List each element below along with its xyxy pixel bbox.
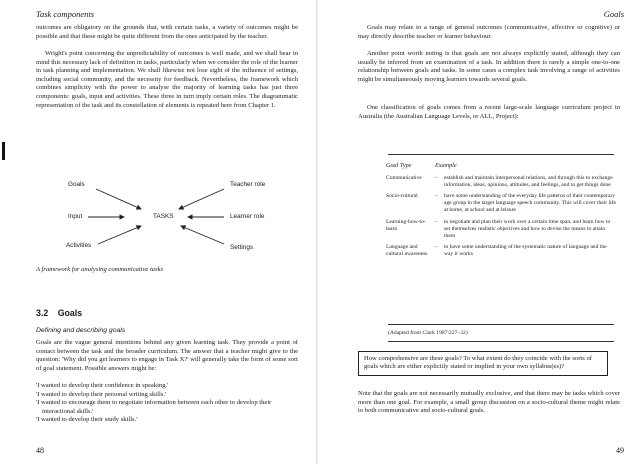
example-answer: 'I wanted to encourage them to negotiate information between each other to develop their interactional skills.' <box>36 399 272 415</box>
example-answers <box>36 382 298 425</box>
figure-caption: A framework for analysing communicative tasks <box>36 266 164 273</box>
page-number-right: 49 <box>616 446 624 455</box>
running-header-left: Task components <box>36 9 95 19</box>
subheading: Defining and describing goals <box>36 327 126 334</box>
goal-type-cell: Learning-how-to-learn <box>386 218 426 232</box>
arrow-activities-to-tasks <box>98 226 141 244</box>
paragraph-closing: Note that the goals are not necessarily mutually exclusive, and that there may be tasks which cover more than one goal. For example, a small group discussion on a socio-cultural theme might relate to both communicative and socio-cultural goals. <box>358 390 620 415</box>
goal-type-cell: Communicative <box>386 175 422 182</box>
right-page <box>318 0 638 464</box>
dash: – <box>435 218 438 225</box>
diagram-label-activities: Activities <box>66 242 92 249</box>
example-cell: to have some understanding of the systematic nature of language and the way it works <box>444 243 607 257</box>
diagram-label-settings: Settings <box>230 244 254 251</box>
example-cell: have some understanding of the everyday life patterns of their contemporary age group in the target language speech community. This will cover their life at home, at school and at leisure <box>444 193 617 214</box>
example-answer: 'I wanted to develop their study skills.' <box>36 416 138 424</box>
example-answer: 'I wanted to develop their confidence in speaking.' <box>36 382 169 389</box>
running-header-right: Goals <box>603 9 624 19</box>
arrow-goals-to-tasks <box>96 189 141 209</box>
goal-type-cell: Language and cultural awareness <box>386 243 428 257</box>
section-number: 3.2 <box>36 308 49 318</box>
paragraph-goals-definition: Goals are the vague general intentions behind any given learning task. They provide a point of contact between the task and the broader curriculum. The answer that a teacher might give to the question: 'Why did you get learners to engage in Task X?' will generally take the form of some sort of goal statement. Possible answers might be: <box>36 339 298 372</box>
table-row <box>386 219 616 244</box>
table-rule-middle <box>388 324 614 325</box>
diagram-label-tasks: TASKS <box>153 213 174 220</box>
paragraph-goal-outcomes: Goals may relate to a range of general outcomes (communicative, affective or cognitive) or may directly describe teacher or learner behaviour. <box>358 24 620 40</box>
example-cell: establish and maintain interpersonal relations, and through this to exchange information, ideas, opinions, attitudes, and feelings, and to get things done <box>444 175 613 189</box>
dash: – <box>435 175 438 182</box>
paragraph-wright: Wright's point concerning the unpredictability of outcomes is well made, and we shall bear in mind this necessary lack of definition in tasks, particularly when we consider the role of the learner in task planning and implementation. We shall likewise not lose sight of the influence of settings, including social community, and the necessity for feedback. Nevertheless, the framework which combines simplicity with the power to analyse the majority of learning tasks has just three components: goals, input and activities. These three in turn imply certain roles. The diagrammatic representation of the task and its constellation of elements is repeated here from Chapter 1. <box>36 50 299 109</box>
diagram-label-teacher-role: Teacher role <box>230 181 266 188</box>
diagram-label-goals: Goals <box>68 181 85 188</box>
left-page <box>0 0 318 464</box>
goal-types-table <box>386 162 616 262</box>
section-heading <box>36 308 82 318</box>
diagram-label-input: Input <box>68 213 83 220</box>
column-header-example: Example <box>435 162 457 169</box>
table-rule-top <box>388 154 614 155</box>
table-row <box>386 244 616 262</box>
arrow-settings <box>181 226 224 244</box>
diagram-label-learner-role: Learner role <box>230 213 265 220</box>
left-margin-marker <box>2 142 5 160</box>
table-row <box>386 193 616 218</box>
table-source: (Adapted from Clark 1987:227–32) <box>388 330 468 336</box>
section-title: Goals <box>57 308 83 318</box>
paragraph-goals-inferred: Another point worth noting is that goals are not always explicitly stated, although they can usually be inferred from an examination of a task. In addition there is rarely a simple one-to-one relationship between goals and tasks. In some cases a complex task involving a range of activities might be simultaneously moving learners towards several goals. <box>358 50 620 83</box>
dash: – <box>435 243 438 250</box>
paragraph-outcomes: outcomes are obligatory on the grounds that, with certain tasks, a variety of outcomes might be possible and that these might be quite different from the ones anticipated by the teacher. <box>36 24 298 40</box>
table-header-row <box>386 162 616 175</box>
reflection-question-box: How comprehensive are these goals? To what extent do they coincide with the sorts of goals which are either explicitly stated or implied in your own syllabus(es)? <box>358 351 608 376</box>
example-cell: to negotiate and plan their work over a certain time span, and learn how to set themselves realistic objectives and how to devise the means to attain them <box>444 218 611 239</box>
goal-type-cell: Socio-cultural <box>386 193 418 200</box>
page-number-left: 48 <box>36 446 44 455</box>
dash: – <box>435 193 438 200</box>
paragraph-classification: One classification of goals comes from a recent large-scale language curriculum project in Australia (the Australian Language Levels, or ALL, Project): <box>358 104 620 120</box>
column-header-goal-type: Goal Type <box>386 162 412 169</box>
arrow-teacher-role <box>179 189 224 209</box>
example-answer: 'I wanted to develop their personal writing skills.' <box>36 390 167 398</box>
table-rule-bottom <box>388 341 614 342</box>
table-row <box>386 175 616 193</box>
